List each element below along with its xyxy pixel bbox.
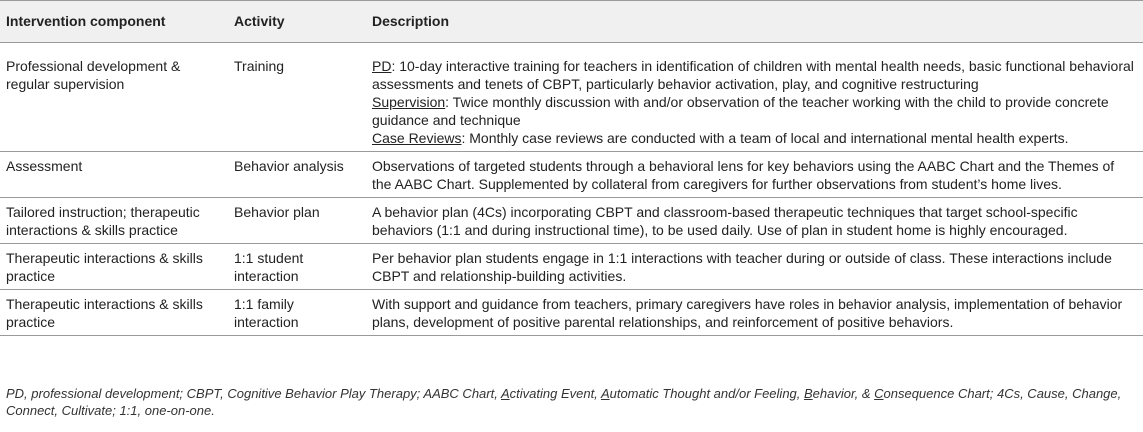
case-reviews-label: Case Reviews <box>372 130 462 146</box>
footnote-text: PD, professional development; CBPT, Cognitive Behavior Play Therapy; AABC Chart, <box>6 386 501 401</box>
footnote-text: ctivating Event, <box>509 386 601 401</box>
cell-component: Therapeutic interactions & skills practice <box>0 244 228 290</box>
footnote-letter: A <box>500 386 510 401</box>
header-intervention-component: Intervention component <box>0 1 228 43</box>
cell-description: A behavior plan (4Cs) incorporating CBPT and classroom-based therapeutic techniques that target school-specific behaviors (1:1 and during instructional time), to be used daily. Use of plan in student home is highly encouraged. <box>366 198 1143 244</box>
table-row <box>0 244 1143 290</box>
footnote-text: onsequence Chart; 4Cs, Cause, Change, Connect, Cultivate; 1:1, one-on-one. <box>6 386 1122 418</box>
cell-description <box>366 43 1143 152</box>
pd-line <box>372 57 1137 93</box>
footnote-text: utomatic Thought and/or Feeling, <box>609 386 804 401</box>
header-activity: Activity <box>228 1 366 43</box>
footnote-text: ehavior, & <box>812 386 875 401</box>
footnote-letter: C <box>874 386 884 401</box>
cell-component: Assessment <box>0 152 228 198</box>
table-row <box>0 198 1143 244</box>
table-row <box>0 290 1143 336</box>
cell-description: Observations of targeted students through a behavioral lens for key behaviors using the AABC Chart and the Themes of the AABC Chart. Supplemented by collateral from caregivers for further observations from student’s home lives. <box>366 152 1143 198</box>
table-row <box>0 152 1143 198</box>
cell-description: Per behavior plan students engage in 1:1 interactions with teacher during or outside of class. These interactions include CBPT and relationship-building activities. <box>366 244 1143 290</box>
table-row <box>0 43 1143 152</box>
footnote-letter: B <box>804 386 813 401</box>
pd-text: : 10-day interactive training for teachers in identification of children with mental health needs, basic functional behavioral assessments and tenets of CBPT, particularly behavior activation, play, and cognitive restructuring <box>372 58 1134 92</box>
table-footnote <box>6 385 1136 419</box>
pd-label: PD <box>372 58 392 74</box>
cell-activity: 1:1 student interaction <box>228 244 366 290</box>
header-description: Description <box>366 1 1143 43</box>
cell-component: Tailored instruction; therapeutic interactions & skills practice <box>0 198 228 244</box>
footnote-letter: A <box>600 386 610 401</box>
cell-activity: Training <box>228 43 366 152</box>
cell-activity: 1:1 family interaction <box>228 290 366 336</box>
supervision-line <box>372 93 1137 129</box>
cell-description: With support and guidance from teachers, primary caregivers have roles in behavior analysis, implementation of behavior plans, development of positive parental relationships, and reinforcement of positive behaviors. <box>366 290 1143 336</box>
cell-component: Therapeutic interactions & skills practice <box>0 290 228 336</box>
case-reviews-line <box>372 129 1137 147</box>
supervision-text: : Twice monthly discussion with and/or observation of the teacher working with the child to provide concrete guidance and technique <box>372 94 1109 128</box>
table-header-row <box>0 1 1143 43</box>
cell-component: Professional development & regular supervision <box>0 43 228 152</box>
cell-activity: Behavior analysis <box>228 152 366 198</box>
cell-activity: Behavior plan <box>228 198 366 244</box>
supervision-label: Supervision <box>372 94 446 110</box>
case-reviews-text: : Monthly case reviews are conducted with a team of local and international mental health experts. <box>461 130 1069 146</box>
